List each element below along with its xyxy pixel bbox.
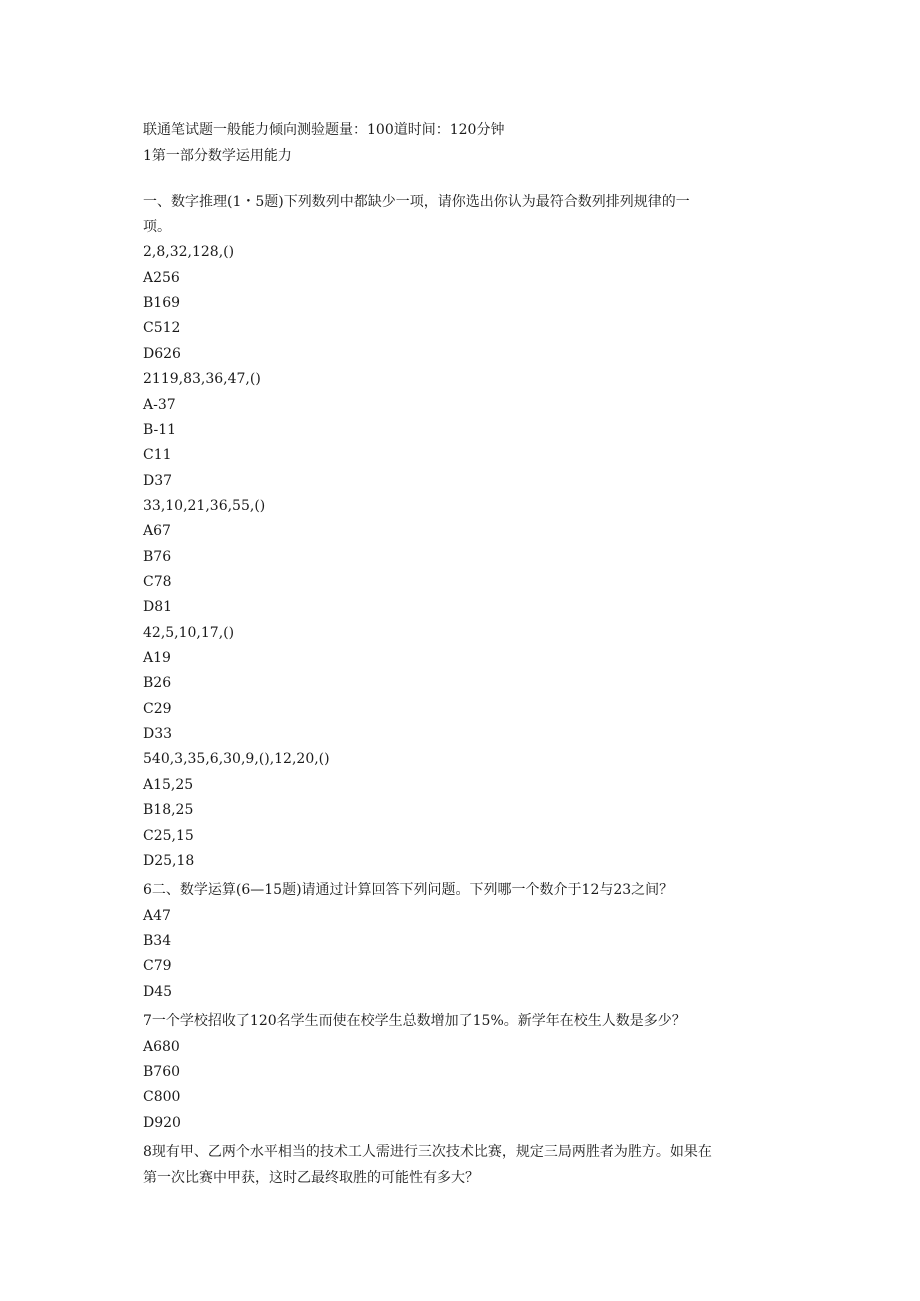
answer-option: D25,18 [143,853,195,869]
answer-option: A-37 [143,397,176,413]
answer-option: C78 [143,574,172,590]
question-text: 540,3,35,6,30,9,(),12,20,() [143,751,330,767]
answer-option: B26 [143,675,172,691]
answer-option: D81 [143,599,173,615]
answer-option: A47 [143,908,171,924]
answer-option: C512 [143,320,181,336]
answer-option: C800 [143,1089,181,1105]
document-title: 联通笔试题一般能力倾向测验题量：100道时间：120分钟 [143,122,505,138]
answer-option: B760 [143,1064,181,1080]
question-text: 33,10,21,36,55,() [143,498,266,514]
instruction-text: 一、数字推理(1・5题)下列数列中都缺少一项，请你选出你认为最符合数列排列规律的一 [143,194,690,210]
section-heading: 1第一部分数学运用能力 [143,148,292,164]
answer-option: B-11 [143,422,177,438]
question-text: 6二、数学运算(6—15题)请通过计算回答下列问题。下列哪一个数介于12与23之间？ [143,882,674,898]
question-text: 8现有甲、乙两个水平相当的技术工人需进行三次技术比赛，规定三局两胜者为胜方。如果在 [143,1144,712,1160]
answer-option: D45 [143,984,173,1000]
answer-option: C25,15 [143,828,194,844]
answer-option: A19 [143,650,171,666]
answer-option: A15,25 [143,777,194,793]
question-text-cont: 第一次比赛中甲获，这时乙最终取胜的可能性有多大？ [143,1170,479,1186]
answer-option: B34 [143,933,172,949]
answer-option: D920 [143,1115,181,1131]
question-text: 2119,83,36,47,() [143,371,261,387]
answer-option: D33 [143,726,173,742]
answer-option: C29 [143,701,172,717]
answer-option: B169 [143,295,181,311]
answer-option: C11 [143,447,172,463]
answer-option: D626 [143,346,181,362]
answer-option: D37 [143,473,173,489]
answer-option: A680 [143,1039,180,1055]
answer-option: A67 [143,523,171,539]
answer-option: A256 [143,270,180,286]
question-text: 42,5,10,17,() [143,625,235,641]
answer-option: B76 [143,549,172,565]
question-text: 7一个学校招收了120名学生而使在校学生总数增加了15%。新学年在校生人数是多少？ [143,1013,686,1029]
answer-option: B18,25 [143,802,194,818]
question-text: 2,8,32,128,() [143,244,235,260]
answer-option: C79 [143,958,172,974]
instruction-text-cont: 项。 [143,219,171,235]
